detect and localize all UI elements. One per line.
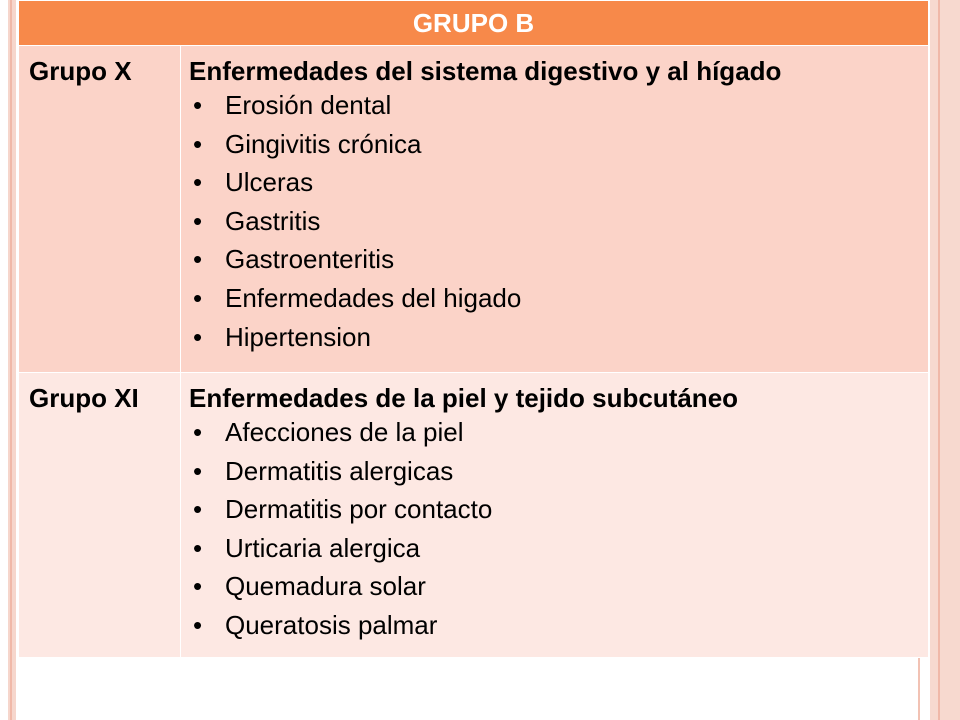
list-item-text: Dermatitis alergicas [225, 455, 454, 486]
group-content [181, 373, 929, 658]
disease-table [18, 0, 929, 658]
bullet-icon: • [193, 455, 203, 486]
list-item [189, 567, 922, 606]
list-item-text: Dermatitis por contacto [225, 494, 493, 525]
list-item [189, 279, 922, 318]
list-item [189, 125, 922, 164]
list-item-text: Urticaria alergica [225, 532, 421, 563]
bullet-icon: • [193, 205, 203, 236]
list-item [189, 452, 922, 491]
list-item [189, 163, 922, 202]
bullet-icon: • [193, 244, 203, 275]
bullet-icon: • [193, 571, 203, 602]
group-content [181, 46, 929, 373]
list-item-text: Gastritis [225, 205, 321, 236]
list-item-text: Afecciones de la piel [225, 417, 464, 447]
disease-list [189, 86, 922, 356]
bullet-icon: • [193, 90, 203, 120]
list-item-text: Ulceras [225, 167, 314, 198]
list-item-text: Gingivitis crónica [225, 128, 422, 159]
slide-border-right [930, 0, 960, 720]
bullet-icon: • [193, 494, 203, 525]
slide-border-right-line [938, 0, 940, 720]
list-item-text: Enfermedades del higado [225, 282, 522, 313]
table-header: GRUPO B [19, 1, 929, 46]
group-label: Grupo XI [19, 373, 181, 658]
list-item [189, 529, 922, 568]
list-item [189, 413, 922, 452]
group-label: Grupo X [19, 46, 181, 373]
disease-list [189, 413, 922, 645]
list-item-text: Gastroenteritis [225, 244, 395, 275]
bullet-icon: • [193, 321, 203, 352]
table-header-row [19, 1, 929, 46]
bullet-icon: • [193, 609, 203, 640]
bullet-icon: • [193, 128, 203, 159]
slide-border-left-line [10, 0, 12, 720]
list-item-text: Quemadura solar [225, 571, 426, 602]
list-item [189, 606, 922, 645]
bullet-icon: • [193, 532, 203, 563]
list-item-text: Hipertension [225, 321, 371, 352]
list-item-text: Erosión dental [225, 90, 392, 120]
table-row-grupo-x [19, 46, 929, 373]
list-item [189, 86, 922, 125]
group-title: Enfermedades de la piel y tejido subcutáneo [189, 383, 739, 413]
bullet-icon: • [193, 417, 203, 447]
list-item [189, 490, 922, 529]
group-title: Enfermedades del sistema digestivo y al hígado [189, 56, 782, 86]
bullet-icon: • [193, 282, 203, 313]
table-row-grupo-xi [19, 373, 929, 658]
bullet-icon: • [193, 167, 203, 198]
list-item [189, 240, 922, 279]
list-item [189, 318, 922, 357]
list-item [189, 202, 922, 241]
list-item-text: Queratosis palmar [225, 609, 438, 640]
